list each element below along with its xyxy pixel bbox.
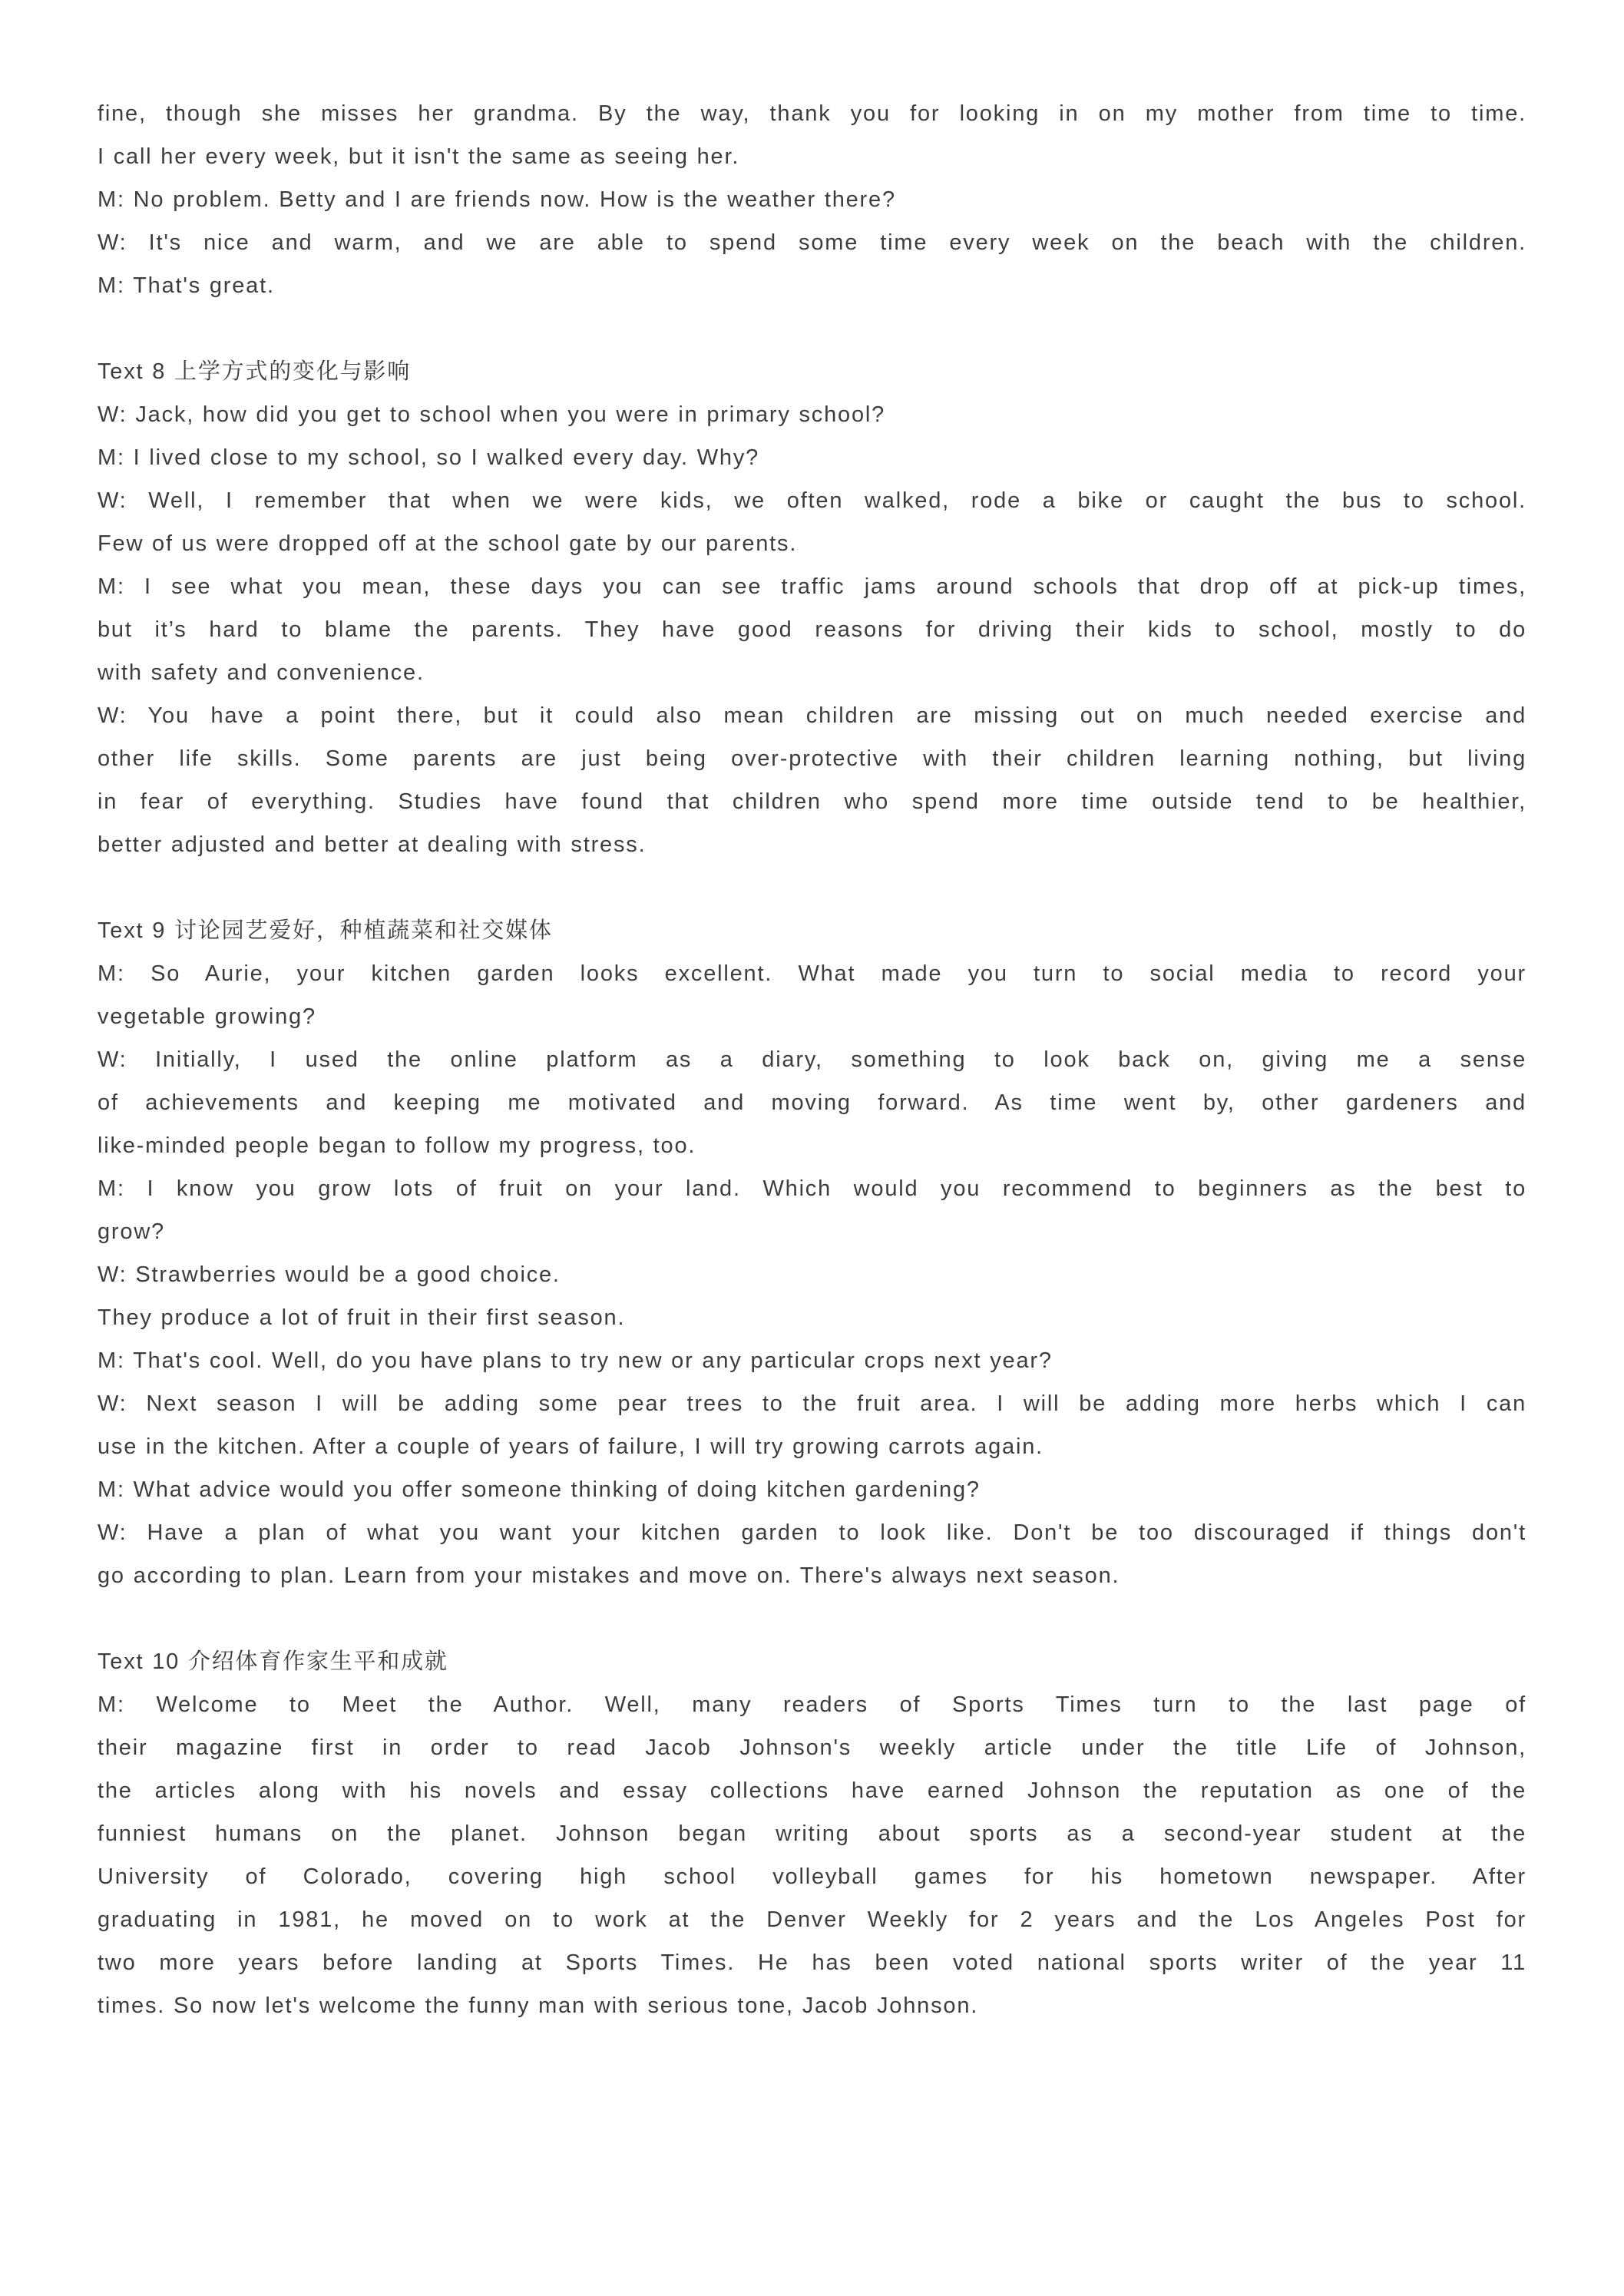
transcript-line: the articles along with his novels and essay collections have earned Johnson the reputation as one of the	[98, 1778, 1526, 1803]
transcript-line: like-minded people began to follow my progress, too.	[98, 1133, 696, 1158]
transcript-line: I call her every week, but it isn't the same as seeing her.	[98, 144, 740, 169]
transcript-line: They produce a lot of fruit in their first season.	[98, 1305, 626, 1330]
transcript-line: M: No problem. Betty and I are friends now. How is the weather there?	[98, 187, 896, 212]
transcript-line: M: What advice would you offer someone thinking of doing kitchen gardening?	[98, 1477, 981, 1502]
transcript-line: their magazine first in order to read Jacob Johnson's weekly article under the title Life of Johnson,	[98, 1735, 1526, 1760]
transcript-line: M: I know you grow lots of fruit on your land. Which would you recommend to beginners as the best to	[98, 1176, 1526, 1201]
transcript-line: M: So Aurie, your kitchen garden looks excellent. What made you turn to social media to record your	[98, 961, 1526, 986]
section-header: Text 10 介绍体育作家生平和成就	[98, 1649, 448, 1674]
transcript-line: in fear of everything. Studies have found that children who spend more time outside tend to be healthier,	[98, 789, 1526, 814]
transcript-line: W: Have a plan of what you want your kitchen garden to look like. Don't be too discouraged if things don't	[98, 1520, 1526, 1545]
transcript-section-text-9	[98, 909, 1526, 1597]
transcript-line: better adjusted and better at dealing with stress.	[98, 832, 647, 857]
transcript-line: Few of us were dropped off at the school gate by our parents.	[98, 531, 798, 556]
transcript-line: of achievements and keeping me motivated and moving forward. As time went by, other gardeners and	[98, 1090, 1526, 1115]
transcript-line: two more years before landing at Sports Times. He has been voted national sports writer of the year 11	[98, 1950, 1526, 1975]
transcript-section-text-10	[98, 1640, 1526, 2027]
section-header: Text 9 讨论园艺爱好，种植蔬菜和社交媒体	[98, 918, 553, 943]
transcript-line: other life skills. Some parents are just being over-protective with their children learning nothing, but living	[98, 746, 1526, 771]
transcript-line: vegetable growing?	[98, 1004, 316, 1029]
transcript-line: W: Strawberries would be a good choice.	[98, 1262, 561, 1287]
transcript-section-text-8	[98, 350, 1526, 866]
transcript-line: W: Initially, I used the online platform as a diary, something to look back on, giving me a sense	[98, 1047, 1526, 1072]
transcript-line: times. So now let's welcome the funny man with serious tone, Jacob Johnson.	[98, 1993, 979, 2018]
transcript-line: M: That's cool. Well, do you have plans to try new or any particular crops next year?	[98, 1348, 1053, 1373]
transcript-line: M: That's great.	[98, 273, 275, 298]
transcript-line: University of Colorado, covering high school volleyball games for his hometown newspaper. After	[98, 1864, 1526, 1889]
transcript-line: graduating in 1981, he moved on to work at the Denver Weekly for 2 years and the Los Angeles Post for	[98, 1907, 1526, 1932]
transcript-line: W: Well, I remember that when we were kids, we often walked, rode a bike or caught the bus to school.	[98, 488, 1526, 513]
transcript-line: grow?	[98, 1219, 165, 1244]
transcript-line: use in the kitchen. After a couple of years of failure, I will try growing carrots again.	[98, 1434, 1044, 1459]
transcript-line: M: I lived close to my school, so I walked every day. Why?	[98, 445, 760, 470]
transcript-line: M: Welcome to Meet the Author. Well, many readers of Sports Times turn to the last page of	[98, 1692, 1526, 1717]
transcript-line: with safety and convenience.	[98, 660, 425, 685]
transcript-line: M: I see what you mean, these days you can see traffic jams around schools that drop off at pick-up times,	[98, 574, 1526, 599]
transcript-line: W: You have a point there, but it could also mean children are missing out on much needed exercise and	[98, 703, 1526, 728]
transcript-line: W: Jack, how did you get to school when you were in primary school?	[98, 402, 886, 427]
section-header: Text 8 上学方式的变化与影响	[98, 359, 412, 384]
transcript-line: go according to plan. Learn from your mistakes and move on. There's always next season.	[98, 1563, 1120, 1588]
transcript-section-continuation	[98, 92, 1526, 307]
transcript-line: W: It's nice and warm, and we are able to spend some time every week on the beach with the children.	[98, 230, 1526, 255]
transcript-line: fine, though she misses her grandma. By the way, thank you for looking in on my mother from time to time.	[98, 101, 1526, 126]
transcript-line: W: Next season I will be adding some pear trees to the fruit area. I will be adding more herbs which I can	[98, 1391, 1526, 1416]
transcript-line: funniest humans on the planet. Johnson began writing about sports as a second-year student at the	[98, 1821, 1526, 1846]
transcript-line: but it’s hard to blame the parents. They have good reasons for driving their kids to school, mostly to do	[98, 617, 1526, 642]
